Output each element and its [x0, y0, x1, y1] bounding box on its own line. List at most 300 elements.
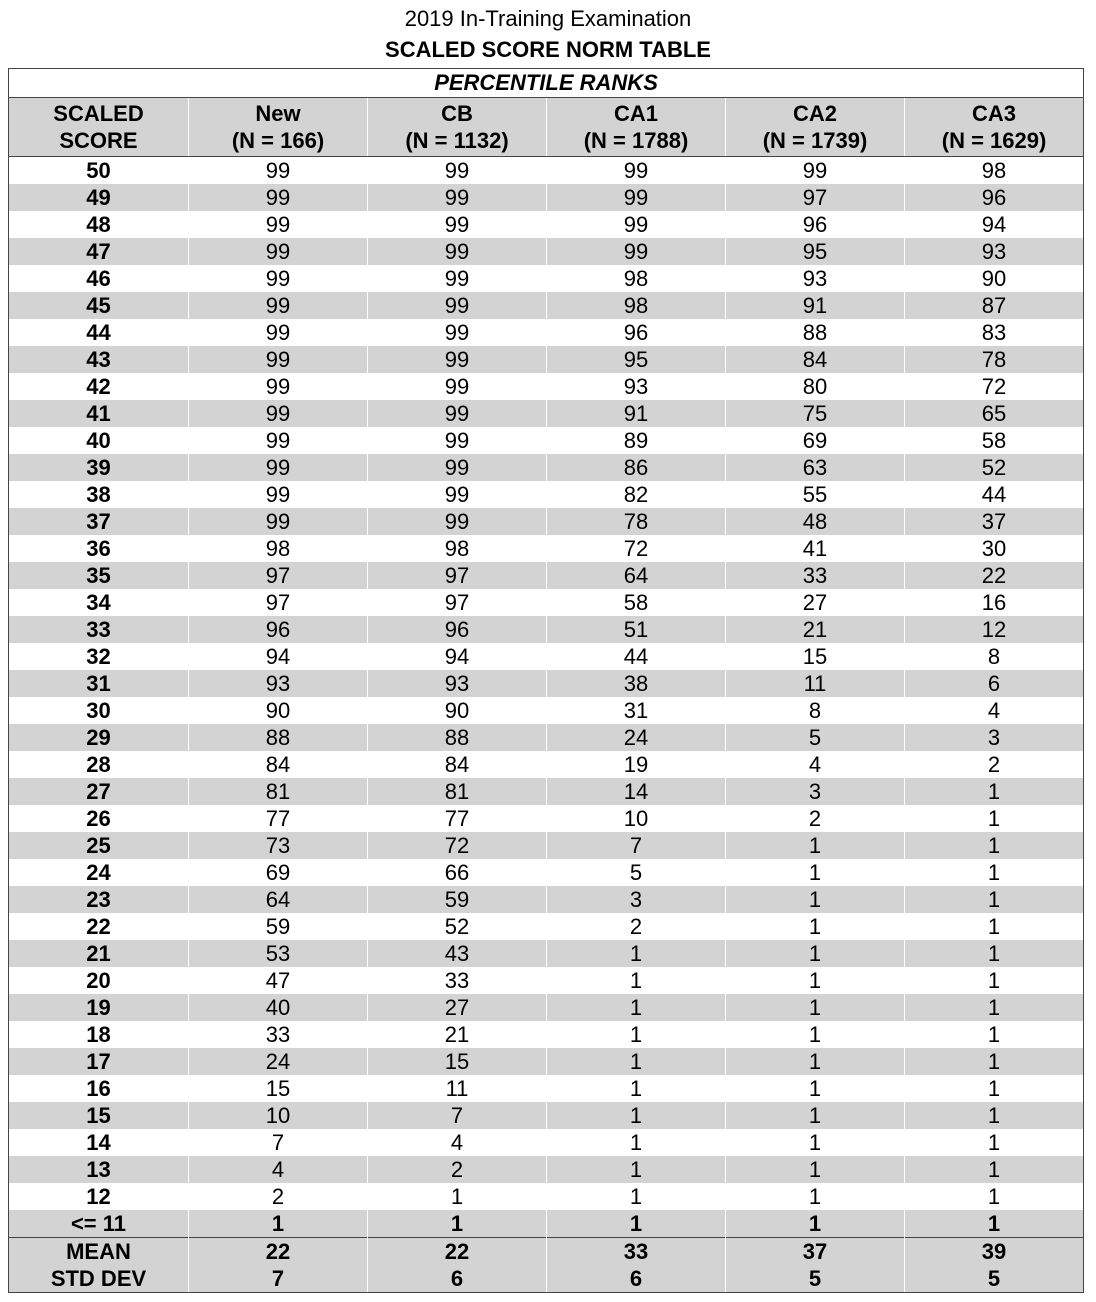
column-header-line1: New [255, 101, 301, 126]
column-header-line1: CA1 [613, 101, 658, 126]
percentile-cell-cb: 88 [368, 724, 547, 751]
percentile-cell-new: 64 [189, 886, 368, 913]
table-row [9, 1210, 1084, 1238]
percentile-cell-ca1: 1 [547, 1129, 726, 1156]
percentile-cell-ca1: 38 [547, 670, 726, 697]
scaled-score-cell: 16 [9, 1075, 189, 1102]
scaled-score-cell: 39 [9, 454, 189, 481]
table-body [9, 157, 1084, 1293]
table-row [9, 1102, 1084, 1129]
percentile-cell-ca2: 33 [726, 562, 905, 589]
table-row [9, 859, 1084, 886]
percentile-cell-ca2: 1 [726, 1183, 905, 1210]
percentile-cell-new: 7 [189, 1129, 368, 1156]
scaled-score-cell: 20 [9, 967, 189, 994]
column-header-line2: (N = 1629) [941, 128, 1047, 153]
table-row [9, 319, 1084, 346]
percentile-cell-ca3: 78 [905, 346, 1084, 373]
percentile-cell-new: 99 [189, 400, 368, 427]
percentile-cell-ca1: 99 [547, 157, 726, 185]
scaled-score-cell: 37 [9, 508, 189, 535]
column-header-row [9, 98, 1084, 157]
percentile-cell-ca1: 1 [547, 1048, 726, 1075]
percentile-cell-ca2: 1 [726, 967, 905, 994]
table-row [9, 535, 1084, 562]
percentile-ranks-header-row [9, 69, 1084, 98]
table-row [9, 1183, 1084, 1210]
percentile-cell-ca2: 1 [726, 1048, 905, 1075]
percentile-cell-ca1: 1 [547, 967, 726, 994]
percentile-cell-ca1: 95 [547, 346, 726, 373]
table-row [9, 616, 1084, 643]
scaled-score-cell: 24 [9, 859, 189, 886]
percentile-cell-cb: 99 [368, 184, 547, 211]
scaled-score-cell: 45 [9, 292, 189, 319]
percentile-cell-ca2: 1 [726, 859, 905, 886]
scaled-score-cell: 44 [9, 319, 189, 346]
percentile-cell-ca3: 93 [905, 238, 1084, 265]
percentile-cell-ca1: 1 [547, 1183, 726, 1210]
column-header-cb [368, 98, 547, 157]
percentile-cell-ca3: 3 [905, 724, 1084, 751]
summary-cell-ca2: 37 [726, 1238, 905, 1266]
percentile-cell-new: 99 [189, 508, 368, 535]
column-header-line2: (N = 1739) [762, 128, 868, 153]
percentile-cell-ca2: 1 [726, 1021, 905, 1048]
percentile-cell-ca2: 5 [726, 724, 905, 751]
percentile-cell-ca3: 98 [905, 157, 1084, 185]
document-subtitle: SCALED SCORE NORM TABLE [385, 37, 711, 62]
percentile-cell-ca1: 89 [547, 427, 726, 454]
percentile-cell-ca2: 84 [726, 346, 905, 373]
percentile-cell-ca3: 6 [905, 670, 1084, 697]
column-header-line1: CA3 [972, 101, 1017, 126]
percentile-cell-new: 99 [189, 319, 368, 346]
percentile-cell-cb: 52 [368, 913, 547, 940]
table-row [9, 346, 1084, 373]
percentile-cell-ca3: 1 [905, 1048, 1084, 1075]
table-row [9, 967, 1084, 994]
percentile-cell-new: 84 [189, 751, 368, 778]
scaled-score-cell: 36 [9, 535, 189, 562]
percentile-cell-new: 99 [189, 373, 368, 400]
document-title: 2019 In-Training Examination [404, 6, 692, 31]
table-row [9, 751, 1084, 778]
column-header-scaled-score [9, 98, 189, 157]
table-row [9, 832, 1084, 859]
table-row [9, 265, 1084, 292]
percentile-cell-ca2: 27 [726, 589, 905, 616]
percentile-cell-cb: 59 [368, 886, 547, 913]
column-header-line2: SCORE [59, 128, 138, 153]
table-row [9, 238, 1084, 265]
percentile-cell-ca1: 82 [547, 481, 726, 508]
column-header-line2: (N = 166) [231, 128, 325, 153]
percentile-cell-ca3: 4 [905, 697, 1084, 724]
summary-cell-new: 22 [189, 1238, 368, 1266]
percentile-cell-ca2: 1 [726, 1129, 905, 1156]
percentile-cell-cb: 96 [368, 616, 547, 643]
scaled-score-cell: 31 [9, 670, 189, 697]
percentile-cell-cb: 94 [368, 643, 547, 670]
scaled-score-cell: 41 [9, 400, 189, 427]
column-header-line2: (N = 1788) [583, 128, 689, 153]
percentile-cell-ca3: 1 [905, 1021, 1084, 1048]
percentile-cell-ca2: 1 [726, 886, 905, 913]
percentile-cell-new: 99 [189, 238, 368, 265]
scaled-score-cell: 42 [9, 373, 189, 400]
percentile-cell-cb: 81 [368, 778, 547, 805]
percentile-cell-new: 40 [189, 994, 368, 1021]
column-header-line2: (N = 1132) [405, 128, 509, 153]
percentile-cell-ca2: 99 [726, 157, 905, 185]
percentile-cell-ca1: 51 [547, 616, 726, 643]
percentile-cell-ca3: 37 [905, 508, 1084, 535]
table-row [9, 157, 1084, 185]
scaled-score-cell: 47 [9, 238, 189, 265]
summary-cell-ca3: 5 [905, 1265, 1084, 1293]
percentile-cell-ca3: 52 [905, 454, 1084, 481]
table-row [9, 508, 1084, 535]
column-header-ca1 [547, 98, 726, 157]
table-row [9, 184, 1084, 211]
percentile-cell-new: 94 [189, 643, 368, 670]
percentile-cell-cb: 15 [368, 1048, 547, 1075]
scaled-score-cell: 49 [9, 184, 189, 211]
percentile-cell-ca3: 44 [905, 481, 1084, 508]
percentile-cell-cb: 72 [368, 832, 547, 859]
percentile-cell-ca2: 97 [726, 184, 905, 211]
percentile-cell-new: 69 [189, 859, 368, 886]
percentile-cell-cb: 99 [368, 211, 547, 238]
percentile-cell-new: 99 [189, 157, 368, 185]
percentile-cell-cb: 99 [368, 292, 547, 319]
percentile-cell-ca3: 90 [905, 265, 1084, 292]
percentile-cell-ca1: 10 [547, 805, 726, 832]
mean-row [9, 1238, 1084, 1266]
std-dev-row [9, 1265, 1084, 1293]
percentile-ranks-header: PERCENTILE RANKS [9, 69, 1084, 98]
percentile-cell-new: 98 [189, 535, 368, 562]
percentile-cell-ca1: 99 [547, 184, 726, 211]
percentile-cell-cb: 66 [368, 859, 547, 886]
scaled-score-cell: <= 11 [9, 1210, 189, 1238]
percentile-cell-ca3: 96 [905, 184, 1084, 211]
percentile-cell-ca3: 1 [905, 1210, 1084, 1238]
summary-cell-ca3: 39 [905, 1238, 1084, 1266]
column-header-line1: SCALED [53, 101, 144, 126]
percentile-cell-ca3: 58 [905, 427, 1084, 454]
percentile-cell-ca2: 1 [726, 1210, 905, 1238]
table-row [9, 1129, 1084, 1156]
percentile-cell-ca2: 48 [726, 508, 905, 535]
summary-cell-ca1: 6 [547, 1265, 726, 1293]
percentile-cell-new: 96 [189, 616, 368, 643]
scaled-score-cell: 19 [9, 994, 189, 1021]
percentile-cell-ca2: 21 [726, 616, 905, 643]
percentile-cell-ca2: 69 [726, 427, 905, 454]
scaled-score-cell: 26 [9, 805, 189, 832]
table-row [9, 373, 1084, 400]
percentile-cell-ca1: 1 [547, 940, 726, 967]
percentile-cell-cb: 99 [368, 454, 547, 481]
percentile-cell-ca2: 8 [726, 697, 905, 724]
percentile-cell-ca1: 96 [547, 319, 726, 346]
percentile-cell-cb: 1 [368, 1210, 547, 1238]
percentile-cell-ca2: 96 [726, 211, 905, 238]
percentile-cell-new: 99 [189, 427, 368, 454]
percentile-cell-ca1: 98 [547, 292, 726, 319]
table-row [9, 481, 1084, 508]
scaled-score-cell: 17 [9, 1048, 189, 1075]
percentile-cell-ca1: 58 [547, 589, 726, 616]
table-row [9, 427, 1084, 454]
percentile-cell-new: 93 [189, 670, 368, 697]
percentile-cell-ca3: 65 [905, 400, 1084, 427]
scaled-score-cell: 33 [9, 616, 189, 643]
percentile-cell-ca1: 2 [547, 913, 726, 940]
percentile-cell-cb: 77 [368, 805, 547, 832]
percentile-cell-ca3: 87 [905, 292, 1084, 319]
percentile-cell-ca2: 80 [726, 373, 905, 400]
percentile-cell-ca1: 98 [547, 265, 726, 292]
scaled-score-cell: 25 [9, 832, 189, 859]
percentile-cell-ca3: 1 [905, 1102, 1084, 1129]
percentile-cell-new: 97 [189, 562, 368, 589]
column-header-ca3 [905, 98, 1084, 157]
percentile-cell-new: 4 [189, 1156, 368, 1183]
summary-label-cell: MEAN [9, 1238, 189, 1266]
percentile-cell-ca1: 99 [547, 211, 726, 238]
scaled-score-cell: 18 [9, 1021, 189, 1048]
table-row [9, 940, 1084, 967]
percentile-cell-ca2: 2 [726, 805, 905, 832]
summary-cell-new: 7 [189, 1265, 368, 1293]
percentile-cell-ca2: 75 [726, 400, 905, 427]
scaled-score-cell: 12 [9, 1183, 189, 1210]
percentile-cell-ca1: 24 [547, 724, 726, 751]
table-row [9, 805, 1084, 832]
scaled-score-cell: 32 [9, 643, 189, 670]
scaled-score-cell: 34 [9, 589, 189, 616]
percentile-cell-ca3: 8 [905, 643, 1084, 670]
percentile-cell-ca3: 2 [905, 751, 1084, 778]
percentile-cell-cb: 99 [368, 373, 547, 400]
table-row [9, 913, 1084, 940]
percentile-cell-new: 2 [189, 1183, 368, 1210]
scaled-score-cell: 38 [9, 481, 189, 508]
scaled-score-cell: 43 [9, 346, 189, 373]
percentile-cell-new: 81 [189, 778, 368, 805]
percentile-cell-ca1: 5 [547, 859, 726, 886]
percentile-cell-ca3: 1 [905, 886, 1084, 913]
percentile-cell-ca3: 1 [905, 994, 1084, 1021]
percentile-cell-ca2: 4 [726, 751, 905, 778]
percentile-cell-ca2: 63 [726, 454, 905, 481]
percentile-cell-ca1: 3 [547, 886, 726, 913]
percentile-cell-cb: 99 [368, 508, 547, 535]
percentile-cell-ca1: 1 [547, 994, 726, 1021]
column-header-ca2 [726, 98, 905, 157]
percentile-cell-ca2: 1 [726, 940, 905, 967]
percentile-cell-new: 99 [189, 184, 368, 211]
column-header-new [189, 98, 368, 157]
table-row [9, 886, 1084, 913]
percentile-cell-ca3: 1 [905, 805, 1084, 832]
percentile-cell-new: 88 [189, 724, 368, 751]
percentile-cell-new: 59 [189, 913, 368, 940]
percentile-cell-cb: 2 [368, 1156, 547, 1183]
percentile-cell-cb: 99 [368, 346, 547, 373]
scaled-score-cell: 29 [9, 724, 189, 751]
percentile-cell-ca1: 19 [547, 751, 726, 778]
percentile-cell-ca1: 72 [547, 535, 726, 562]
percentile-cell-ca1: 1 [547, 1102, 726, 1129]
percentile-cell-ca1: 14 [547, 778, 726, 805]
percentile-cell-ca3: 72 [905, 373, 1084, 400]
percentile-cell-ca3: 1 [905, 778, 1084, 805]
table-row [9, 589, 1084, 616]
percentile-cell-cb: 93 [368, 670, 547, 697]
percentile-cell-ca3: 1 [905, 940, 1084, 967]
percentile-cell-ca2: 1 [726, 913, 905, 940]
table-row [9, 670, 1084, 697]
table-row [9, 400, 1084, 427]
percentile-cell-new: 15 [189, 1075, 368, 1102]
column-header-line1: CB [441, 101, 473, 126]
percentile-cell-ca1: 1 [547, 1021, 726, 1048]
percentile-cell-ca1: 31 [547, 697, 726, 724]
percentile-cell-ca2: 3 [726, 778, 905, 805]
percentile-cell-cb: 84 [368, 751, 547, 778]
percentile-cell-new: 53 [189, 940, 368, 967]
scaled-score-cell: 14 [9, 1129, 189, 1156]
percentile-cell-ca2: 11 [726, 670, 905, 697]
percentile-cell-ca2: 1 [726, 1102, 905, 1129]
percentile-cell-ca3: 1 [905, 913, 1084, 940]
percentile-cell-ca2: 41 [726, 535, 905, 562]
percentile-cell-ca1: 78 [547, 508, 726, 535]
percentile-cell-new: 99 [189, 211, 368, 238]
percentile-cell-ca1: 1 [547, 1156, 726, 1183]
table-row [9, 292, 1084, 319]
percentile-cell-cb: 1 [368, 1183, 547, 1210]
scaled-score-cell: 15 [9, 1102, 189, 1129]
percentile-cell-ca2: 55 [726, 481, 905, 508]
percentile-cell-cb: 99 [368, 265, 547, 292]
percentile-cell-new: 33 [189, 1021, 368, 1048]
scaled-score-cell: 50 [9, 157, 189, 185]
scaled-score-cell: 35 [9, 562, 189, 589]
percentile-cell-ca2: 93 [726, 265, 905, 292]
table-row [9, 454, 1084, 481]
table-row [9, 1156, 1084, 1183]
percentile-cell-ca2: 1 [726, 1156, 905, 1183]
percentile-cell-ca2: 1 [726, 832, 905, 859]
table-row [9, 211, 1084, 238]
percentile-cell-new: 90 [189, 697, 368, 724]
summary-cell-cb: 6 [368, 1265, 547, 1293]
percentile-cell-cb: 11 [368, 1075, 547, 1102]
scaled-score-cell: 13 [9, 1156, 189, 1183]
percentile-cell-ca3: 1 [905, 1129, 1084, 1156]
table-row [9, 1075, 1084, 1102]
percentile-cell-cb: 43 [368, 940, 547, 967]
percentile-cell-cb: 99 [368, 400, 547, 427]
percentile-cell-ca1: 44 [547, 643, 726, 670]
percentile-cell-cb: 27 [368, 994, 547, 1021]
percentile-cell-new: 99 [189, 454, 368, 481]
scaled-score-cell: 23 [9, 886, 189, 913]
percentile-cell-ca1: 91 [547, 400, 726, 427]
percentile-cell-cb: 33 [368, 967, 547, 994]
percentile-cell-new: 24 [189, 1048, 368, 1075]
percentile-cell-ca3: 1 [905, 967, 1084, 994]
percentile-cell-new: 99 [189, 265, 368, 292]
percentile-cell-new: 99 [189, 292, 368, 319]
table-row [9, 778, 1084, 805]
percentile-cell-ca3: 1 [905, 1075, 1084, 1102]
percentile-cell-cb: 99 [368, 238, 547, 265]
norm-table [8, 68, 1084, 1293]
percentile-cell-ca1: 64 [547, 562, 726, 589]
summary-cell-ca1: 33 [547, 1238, 726, 1266]
scaled-score-cell: 30 [9, 697, 189, 724]
percentile-cell-ca1: 99 [547, 238, 726, 265]
percentile-cell-ca2: 95 [726, 238, 905, 265]
table-row [9, 1021, 1084, 1048]
percentile-cell-ca3: 30 [905, 535, 1084, 562]
table-row [9, 562, 1084, 589]
percentile-cell-new: 97 [189, 589, 368, 616]
percentile-cell-cb: 99 [368, 481, 547, 508]
percentile-cell-ca1: 1 [547, 1075, 726, 1102]
percentile-cell-cb: 97 [368, 562, 547, 589]
scaled-score-cell: 27 [9, 778, 189, 805]
table-row [9, 994, 1084, 1021]
percentile-cell-cb: 99 [368, 427, 547, 454]
percentile-cell-ca3: 16 [905, 589, 1084, 616]
percentile-cell-ca1: 86 [547, 454, 726, 481]
scaled-score-cell: 21 [9, 940, 189, 967]
percentile-cell-ca3: 22 [905, 562, 1084, 589]
percentile-cell-ca1: 7 [547, 832, 726, 859]
percentile-cell-new: 1 [189, 1210, 368, 1238]
scaled-score-cell: 28 [9, 751, 189, 778]
percentile-cell-ca2: 1 [726, 1075, 905, 1102]
percentile-cell-cb: 90 [368, 697, 547, 724]
percentile-cell-cb: 21 [368, 1021, 547, 1048]
percentile-cell-ca3: 1 [905, 832, 1084, 859]
percentile-cell-ca3: 94 [905, 211, 1084, 238]
table-row [9, 643, 1084, 670]
percentile-cell-cb: 99 [368, 319, 547, 346]
percentile-cell-cb: 7 [368, 1102, 547, 1129]
percentile-cell-ca2: 15 [726, 643, 905, 670]
table-row [9, 1048, 1084, 1075]
percentile-cell-ca2: 1 [726, 994, 905, 1021]
percentile-cell-ca2: 91 [726, 292, 905, 319]
summary-cell-cb: 22 [368, 1238, 547, 1266]
percentile-cell-cb: 98 [368, 535, 547, 562]
percentile-cell-new: 77 [189, 805, 368, 832]
percentile-cell-cb: 97 [368, 589, 547, 616]
percentile-cell-ca3: 1 [905, 1156, 1084, 1183]
percentile-cell-ca1: 1 [547, 1210, 726, 1238]
percentile-cell-new: 99 [189, 346, 368, 373]
table-row [9, 697, 1084, 724]
percentile-cell-new: 99 [189, 481, 368, 508]
